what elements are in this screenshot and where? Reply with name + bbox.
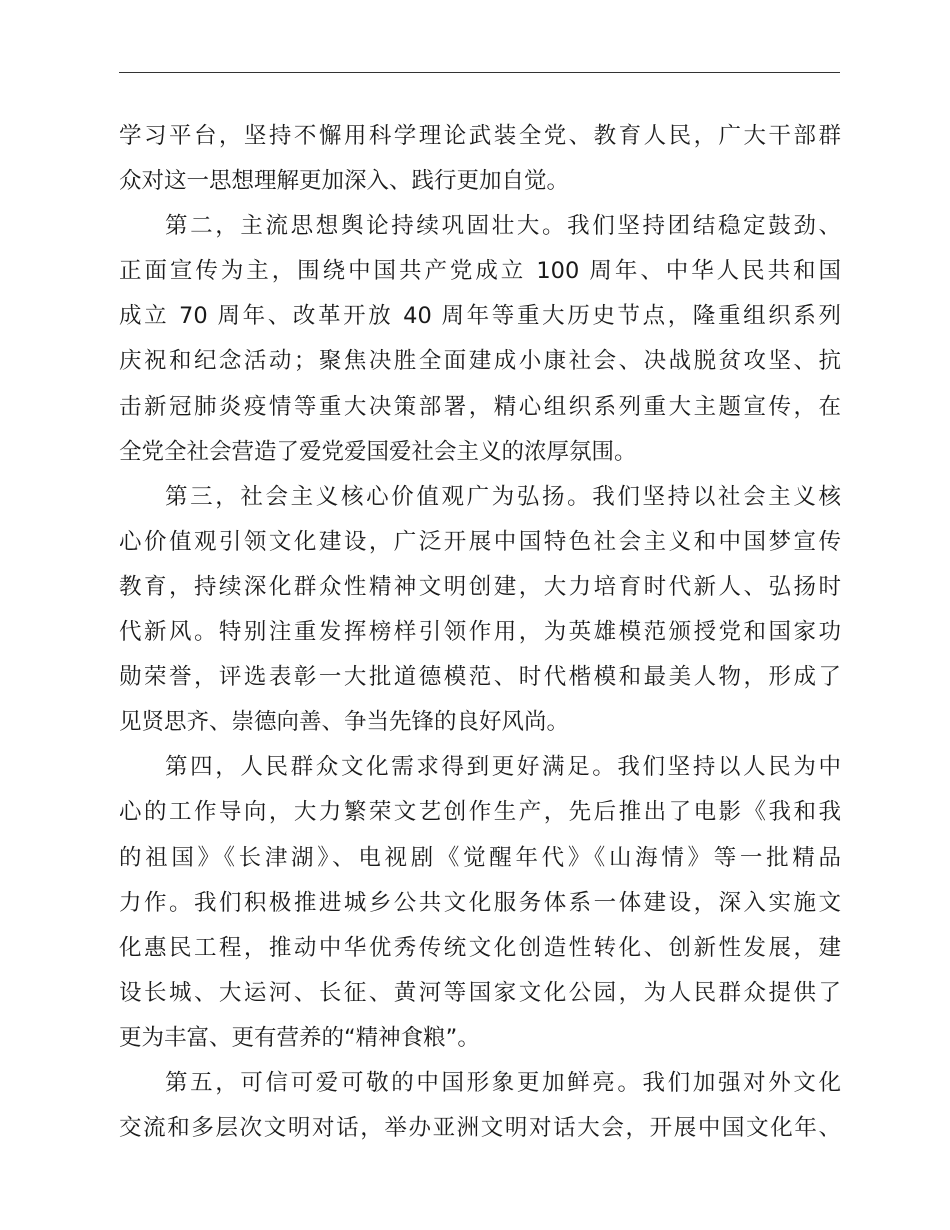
text-line: 的祖国》《长津湖》、电视剧《觉醒年代》《山海情》等一批精品 [119,844,841,871]
text-line: 化惠民工程，推动中华优秀传统文化创造性转化、创新性发展，建 [119,934,841,961]
text-line: 勋荣誉，评选表彰一大批道德模范、时代楷模和最美人物，形成了 [119,664,841,691]
text-line: 第二，主流思想舆论持续巩固壮大。我们坚持团结稳定鼓劲、 [165,213,841,240]
text-line: 众对这一思想理解更加深入、践行更加自觉。 [119,168,570,195]
text-line: 第四，人民群众文化需求得到更好满足。我们坚持以人民为中 [165,754,841,781]
text-line: 心价值观引领文化建设，广泛开展中国特色社会主义和中国梦宣传 [119,528,841,555]
text-line: 学习平台，坚持不懈用科学理论武装全党、教育人民，广大干部群 [119,123,841,149]
text-line: 正面宣传为主，围绕中国共产党成立 100 周年、中华人民共和国 [119,258,841,285]
text-line: 庆祝和纪念活动；聚焦决胜全面建成小康社会、决战脱贫攻坚、抗 [119,348,841,375]
text-line: 见贤思齐、崇德向善、争当先锋的良好风尚。 [119,709,570,736]
text-line: 成立 70 周年、改革开放 40 周年等重大历史节点，隆重组织系列 [119,303,841,330]
body-text [119,114,841,1151]
text-line: 力作。我们积极推进城乡公共文化服务体系一体建设，深入实施文 [119,889,841,916]
text-line: 更为丰富、更有营养的“精神食粮”。 [119,1024,480,1051]
text-line: 全党全社会营造了爱党爱国爱社会主义的浓厚氛围。 [119,438,637,465]
header-rule [119,72,840,73]
text-line: 击新冠肺炎疫情等重大决策部署，精心组织系列重大主题宣传，在 [119,393,841,420]
text-line: 第三，社会主义核心价值观广为弘扬。我们坚持以社会主义核 [165,483,841,510]
text-line: 设长城、大运河、长征、黄河等国家文化公园，为人民群众提供了 [119,979,841,1006]
text-line: 代新风。特别注重发挥榜样引领作用，为英雄模范颁授党和国家功 [119,619,841,646]
text-line: 教育，持续深化群众性精神文明创建，大力培育时代新人、弘扬时 [119,573,841,600]
text-line: 交流和多层次文明对话，举办亚洲文明对话大会，开展中国文化年、 [119,1115,841,1142]
text-line: 心的工作导向，大力繁荣文艺创作生产，先后推出了电影《我和我 [119,799,841,826]
text-line: 第五，可信可爱可敬的中国形象更加鲜亮。我们加强对外文化 [165,1069,841,1096]
